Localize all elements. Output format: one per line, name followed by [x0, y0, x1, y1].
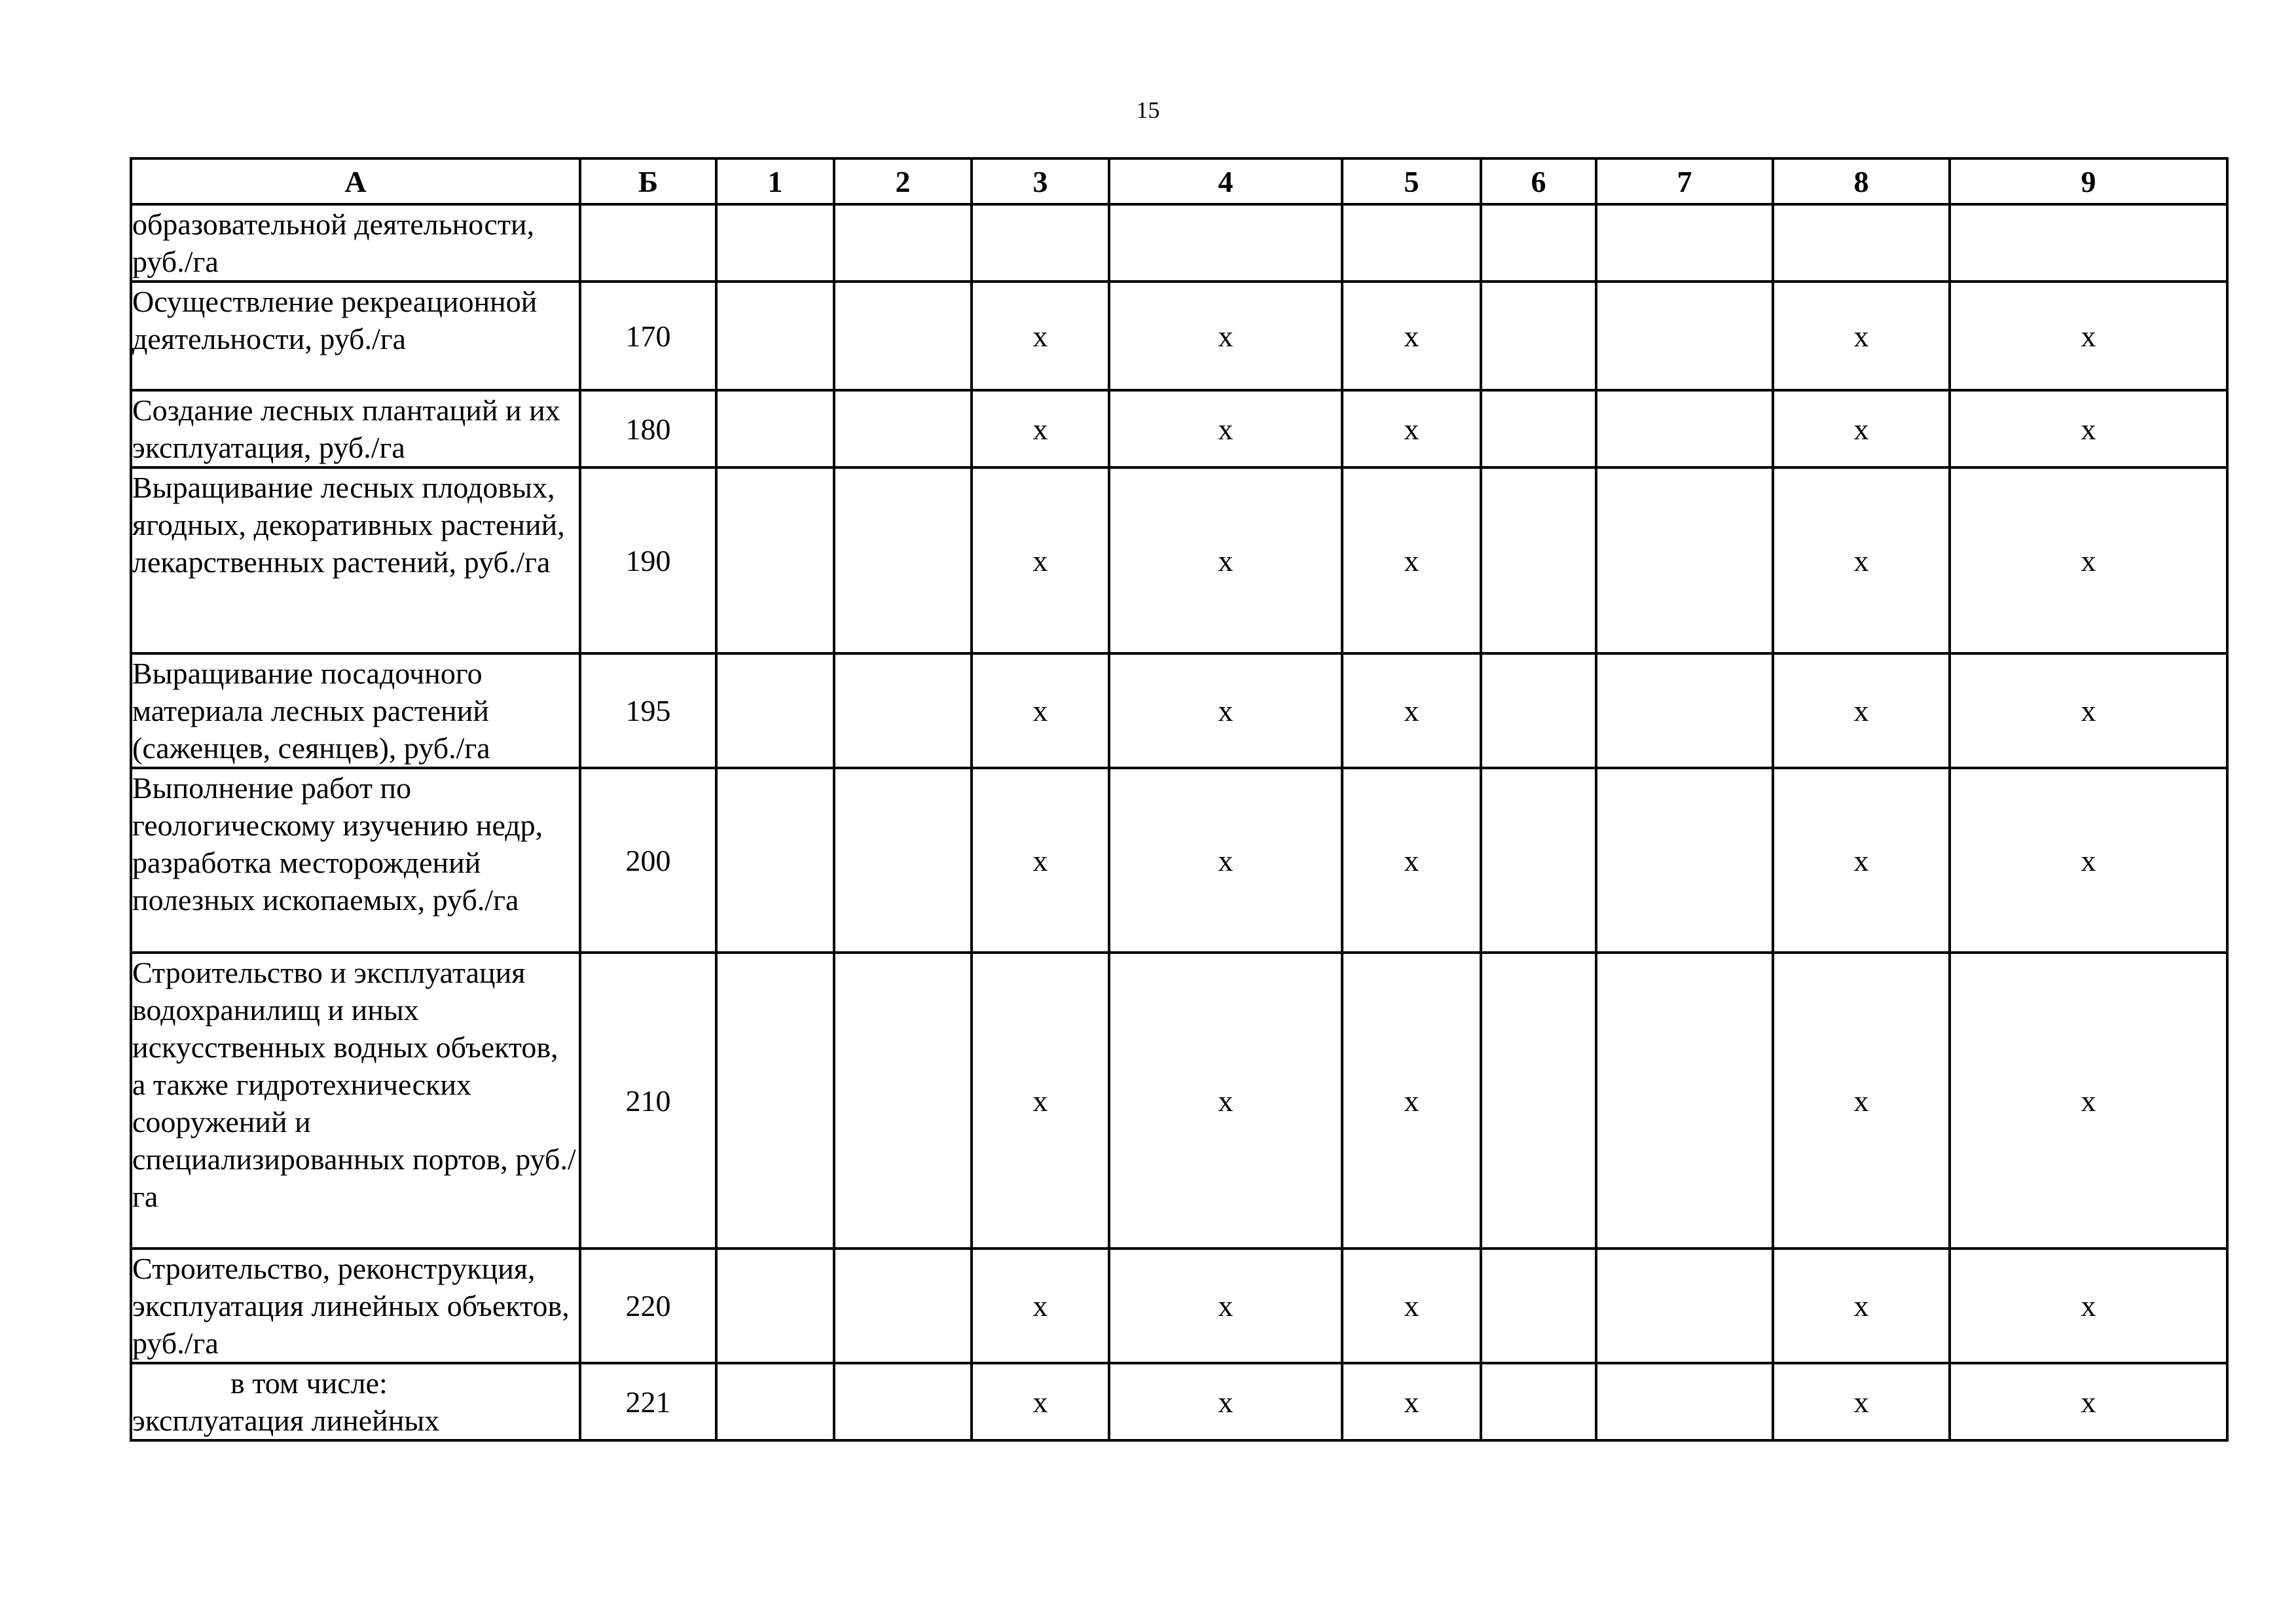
header-cell: 9 — [1950, 158, 2227, 204]
value-cell — [716, 390, 834, 467]
value-cell — [1481, 467, 1596, 653]
row-code: 180 — [580, 390, 716, 467]
value-cell: х — [1950, 1249, 2227, 1363]
value-cell — [1596, 1363, 1773, 1440]
value-cell — [716, 467, 834, 653]
value-cell — [716, 1363, 834, 1440]
value-cell: х — [1342, 1363, 1481, 1440]
value-cell — [1596, 282, 1773, 390]
header-cell: 4 — [1109, 158, 1342, 204]
value-cell: х — [1773, 653, 1950, 768]
header-cell: Б — [580, 158, 716, 204]
header-row — [131, 158, 2227, 204]
value-cell — [1950, 204, 2227, 282]
row-code: 190 — [580, 467, 716, 653]
value-cell — [1481, 282, 1596, 390]
row-label — [131, 1363, 580, 1440]
value-cell — [1342, 204, 1481, 282]
value-cell: х — [1109, 282, 1342, 390]
value-cell: х — [1109, 390, 1342, 467]
value-cell — [1596, 467, 1773, 653]
value-cell: х — [972, 467, 1109, 653]
table-row — [131, 1363, 2227, 1440]
header-cell: 6 — [1481, 158, 1596, 204]
value-cell — [834, 390, 972, 467]
value-cell: х — [1109, 953, 1342, 1249]
row-code: 210 — [580, 953, 716, 1249]
row-label: Строительство, реконструкция, эксплуатация линейных объектов, руб./га — [131, 1249, 580, 1363]
value-cell: х — [1950, 282, 2227, 390]
page-number: 15 — [1136, 97, 1160, 123]
value-cell: х — [1773, 467, 1950, 653]
value-cell — [716, 653, 834, 768]
value-cell: х — [1773, 1249, 1950, 1363]
header-cell: 8 — [1773, 158, 1950, 204]
value-cell: х — [1950, 467, 2227, 653]
row-label: Выращивание лесных плодовых, ягодных, декоративных растений, лекарственных растений, руб./га — [131, 467, 580, 653]
value-cell — [1481, 204, 1596, 282]
value-cell: х — [1950, 953, 2227, 1249]
value-cell: х — [1773, 282, 1950, 390]
value-cell: х — [1773, 953, 1950, 1249]
value-cell — [834, 282, 972, 390]
value-cell — [972, 204, 1109, 282]
row-code: 220 — [580, 1249, 716, 1363]
value-cell — [1596, 1249, 1773, 1363]
row-code: 221 — [580, 1363, 716, 1440]
value-cell — [716, 768, 834, 953]
value-cell — [1596, 953, 1773, 1249]
value-cell — [1596, 653, 1773, 768]
value-cell: х — [1109, 653, 1342, 768]
value-cell: х — [1109, 467, 1342, 653]
value-cell: х — [1342, 768, 1481, 953]
value-cell: х — [1342, 390, 1481, 467]
value-cell — [1596, 768, 1773, 953]
row-code: 195 — [580, 653, 716, 768]
value-cell — [1481, 768, 1596, 953]
row-code: 170 — [580, 282, 716, 390]
header-cell: 1 — [716, 158, 834, 204]
value-cell — [716, 282, 834, 390]
value-cell — [1481, 953, 1596, 1249]
value-cell: х — [1950, 1363, 2227, 1440]
value-cell: х — [1773, 1363, 1950, 1440]
value-cell — [834, 1363, 972, 1440]
value-cell: х — [1342, 282, 1481, 390]
header-cell: 7 — [1596, 158, 1773, 204]
value-cell — [834, 1249, 972, 1363]
value-cell: х — [972, 953, 1109, 1249]
value-cell: х — [972, 1363, 1109, 1440]
value-cell — [1481, 1363, 1596, 1440]
value-cell: х — [1773, 390, 1950, 467]
header-cell: 2 — [834, 158, 972, 204]
value-cell — [1481, 390, 1596, 467]
row-label: Строительство и эксплуатация водохранилищ и иных искусственных водных объектов, а также гидротехнических сооружений и специализированных портов, руб./га — [131, 953, 580, 1249]
value-cell: х — [1342, 953, 1481, 1249]
value-cell — [1596, 390, 1773, 467]
row-code: 200 — [580, 768, 716, 953]
table-row — [131, 467, 2227, 653]
value-cell: х — [1342, 467, 1481, 653]
value-cell — [1109, 204, 1342, 282]
header-cell: 5 — [1342, 158, 1481, 204]
value-cell: х — [1342, 653, 1481, 768]
value-cell: х — [1109, 1249, 1342, 1363]
value-cell — [1481, 653, 1596, 768]
table-row — [131, 953, 2227, 1249]
table-row — [131, 204, 2227, 282]
header-cell: А — [131, 158, 580, 204]
value-cell: х — [972, 282, 1109, 390]
value-cell — [1596, 204, 1773, 282]
value-cell — [1773, 204, 1950, 282]
row-label: образовательной деятельности, руб./га — [131, 204, 580, 282]
value-cell: х — [1950, 768, 2227, 953]
row-label-line: в том числе: — [230, 1366, 388, 1400]
value-cell — [834, 653, 972, 768]
row-label: Осуществление рекреационной деятельности, руб./га — [131, 282, 580, 390]
table-row — [131, 1249, 2227, 1363]
value-cell: х — [972, 390, 1109, 467]
data-table — [130, 157, 2229, 1442]
value-cell: х — [972, 768, 1109, 953]
value-cell — [716, 953, 834, 1249]
value-cell: х — [1109, 768, 1342, 953]
table-row — [131, 282, 2227, 390]
value-cell: х — [1773, 768, 1950, 953]
row-label: Выращивание посадочного материала лесных растений (саженцев, сеянцев), руб./га — [131, 653, 580, 768]
value-cell — [1481, 1249, 1596, 1363]
row-code — [580, 204, 716, 282]
row-label: Выполнение работ по геологическому изучению недр, разработка месторождений полезных ископаемых, руб./га — [131, 768, 580, 953]
value-cell: х — [972, 653, 1109, 768]
value-cell — [834, 768, 972, 953]
header-cell: 3 — [972, 158, 1109, 204]
table-row — [131, 768, 2227, 953]
value-cell — [834, 953, 972, 1249]
value-cell — [834, 467, 972, 653]
value-cell — [716, 1249, 834, 1363]
table-row — [131, 390, 2227, 467]
value-cell: х — [972, 1249, 1109, 1363]
value-cell — [834, 204, 972, 282]
table-row — [131, 653, 2227, 768]
value-cell: х — [1342, 1249, 1481, 1363]
value-cell: х — [1950, 390, 2227, 467]
value-cell: х — [1950, 653, 2227, 768]
row-label: Создание лесных плантаций и их эксплуатация, руб./га — [131, 390, 580, 467]
value-cell — [716, 204, 834, 282]
value-cell: х — [1109, 1363, 1342, 1440]
row-label-line: эксплуатация линейных — [132, 1404, 440, 1437]
